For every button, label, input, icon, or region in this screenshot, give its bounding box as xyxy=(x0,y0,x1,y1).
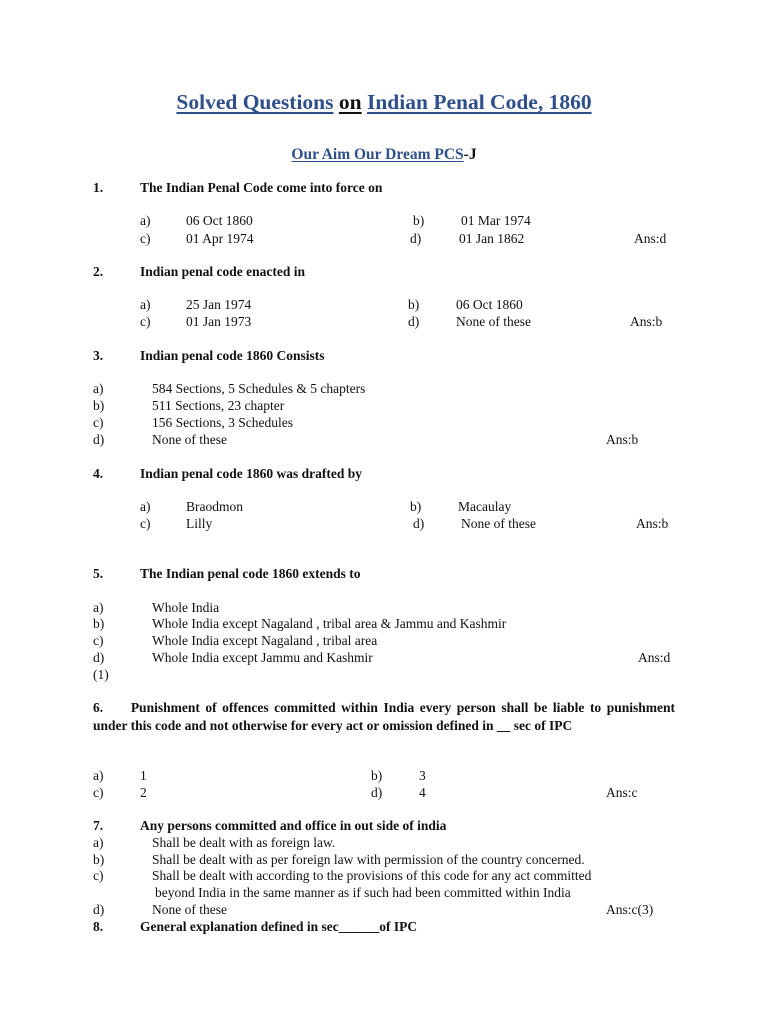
option-letter: a) xyxy=(93,835,104,850)
option-letter: a) xyxy=(140,213,151,228)
answer-note: (1) xyxy=(93,667,109,682)
question-number: 7. xyxy=(93,818,104,833)
option-letter: d) xyxy=(408,314,420,329)
document-subtitle: Our Aim Our Dream PCS-J xyxy=(291,146,477,163)
option-letter: a) xyxy=(140,297,151,312)
answer-label: Ans:b xyxy=(636,516,669,531)
option-letter: a) xyxy=(93,768,104,783)
question-text: The Indian Penal Code come into force on xyxy=(140,180,383,195)
question-text: Any persons committed and office in out side of india xyxy=(140,818,447,833)
option-letter: b) xyxy=(93,616,105,631)
option-letter: c) xyxy=(93,785,104,800)
option-text: 2 xyxy=(140,785,147,800)
question-text: Indian penal code 1860 Consists xyxy=(140,348,325,363)
option-text: None of these xyxy=(456,314,531,329)
option-letter: b) xyxy=(413,213,425,228)
option-letter: d) xyxy=(410,231,422,246)
option-letter: a) xyxy=(93,381,104,396)
option-letter: c) xyxy=(93,633,104,648)
question-number: 6. xyxy=(93,700,104,715)
option-letter: d) xyxy=(93,650,105,665)
option-text: None of these xyxy=(152,902,227,917)
option-text: 01 Apr 1974 xyxy=(186,231,254,246)
option-letter: b) xyxy=(93,852,105,867)
answer-label: Ans:d xyxy=(638,650,671,665)
option-letter: b) xyxy=(408,297,420,312)
question-paragraph xyxy=(93,699,675,735)
question-text: Indian penal code enacted in xyxy=(140,264,306,279)
answer-label: Ans:c(3) xyxy=(606,902,654,917)
option-text: Whole India except Jammu and Kashmir xyxy=(152,650,373,665)
option-letter: c) xyxy=(140,231,151,246)
answer-label: Ans:d xyxy=(634,231,667,246)
option-text: 01 Jan 1973 xyxy=(186,314,252,329)
question-text: The Indian penal code 1860 extends to xyxy=(140,566,361,581)
option-text: 511 Sections, 23 chapter xyxy=(152,398,285,413)
question-number: 3. xyxy=(93,348,104,363)
option-text: Macaulay xyxy=(458,499,512,514)
question-text: Indian penal code 1860 was drafted by xyxy=(140,466,363,481)
option-letter: a) xyxy=(93,600,104,615)
option-text: Lilly xyxy=(186,516,213,531)
option-text: 25 Jan 1974 xyxy=(186,297,252,312)
option-letter: a) xyxy=(140,499,151,514)
option-text: 06 Oct 1860 xyxy=(186,213,253,228)
option-text: Whole India except Nagaland , tribal area xyxy=(152,633,378,648)
question-number: 5. xyxy=(93,566,104,581)
answer-label: Ans:c xyxy=(606,785,638,800)
option-text: None of these xyxy=(152,432,227,447)
option-text: 01 Mar 1974 xyxy=(461,213,531,228)
document-title: Solved Questions on Indian Penal Code, 1860 xyxy=(176,90,592,114)
option-text: Shall be dealt with as per foreign law with permission of the country concerned. xyxy=(152,852,585,867)
option-text: 06 Oct 1860 xyxy=(456,297,523,312)
answer-label: Ans:b xyxy=(630,314,663,329)
option-text: Braodmon xyxy=(186,499,243,514)
option-text: 156 Sections, 3 Schedules xyxy=(152,415,293,430)
option-letter: c) xyxy=(93,415,104,430)
option-letter: c) xyxy=(140,516,151,531)
option-letter: d) xyxy=(93,902,105,917)
question-text: General explanation defined in sec______of IPC xyxy=(140,919,418,934)
option-text: 1 xyxy=(140,768,147,783)
option-text: Shall be dealt with according to the provisions of this code for any act committed xyxy=(152,868,592,883)
question-number: 1. xyxy=(93,180,104,195)
option-text: Whole India xyxy=(152,600,220,615)
question-number: 2. xyxy=(93,264,104,279)
answer-label: Ans:b xyxy=(606,432,639,447)
option-letter: c) xyxy=(93,868,104,883)
option-text: 4 xyxy=(419,785,426,800)
option-letter: b) xyxy=(410,499,422,514)
option-text: 01 Jan 1862 xyxy=(459,231,525,246)
option-text: Shall be dealt with as foreign law. xyxy=(152,835,336,850)
question-text: Punishment of offences committed within India every person shall be liable to punishment under this code and not otherwise for every act or omission defined in __ sec of IPC xyxy=(93,700,675,733)
option-letter: c) xyxy=(140,314,151,329)
option-letter: b) xyxy=(93,398,105,413)
option-text: 584 Sections, 5 Schedules & 5 chapters xyxy=(152,381,366,396)
option-text-continued: beyond India in the same manner as if such had been committed within India xyxy=(155,885,571,900)
option-letter: d) xyxy=(413,516,425,531)
option-letter: d) xyxy=(371,785,383,800)
question-number: 4. xyxy=(93,466,104,481)
option-text: None of these xyxy=(461,516,536,531)
option-letter: d) xyxy=(93,432,105,447)
option-letter: b) xyxy=(371,768,383,783)
option-text: 3 xyxy=(419,768,426,783)
option-text: Whole India except Nagaland , tribal area & Jammu and Kashmir xyxy=(152,616,507,631)
question-number: 8. xyxy=(93,919,104,934)
